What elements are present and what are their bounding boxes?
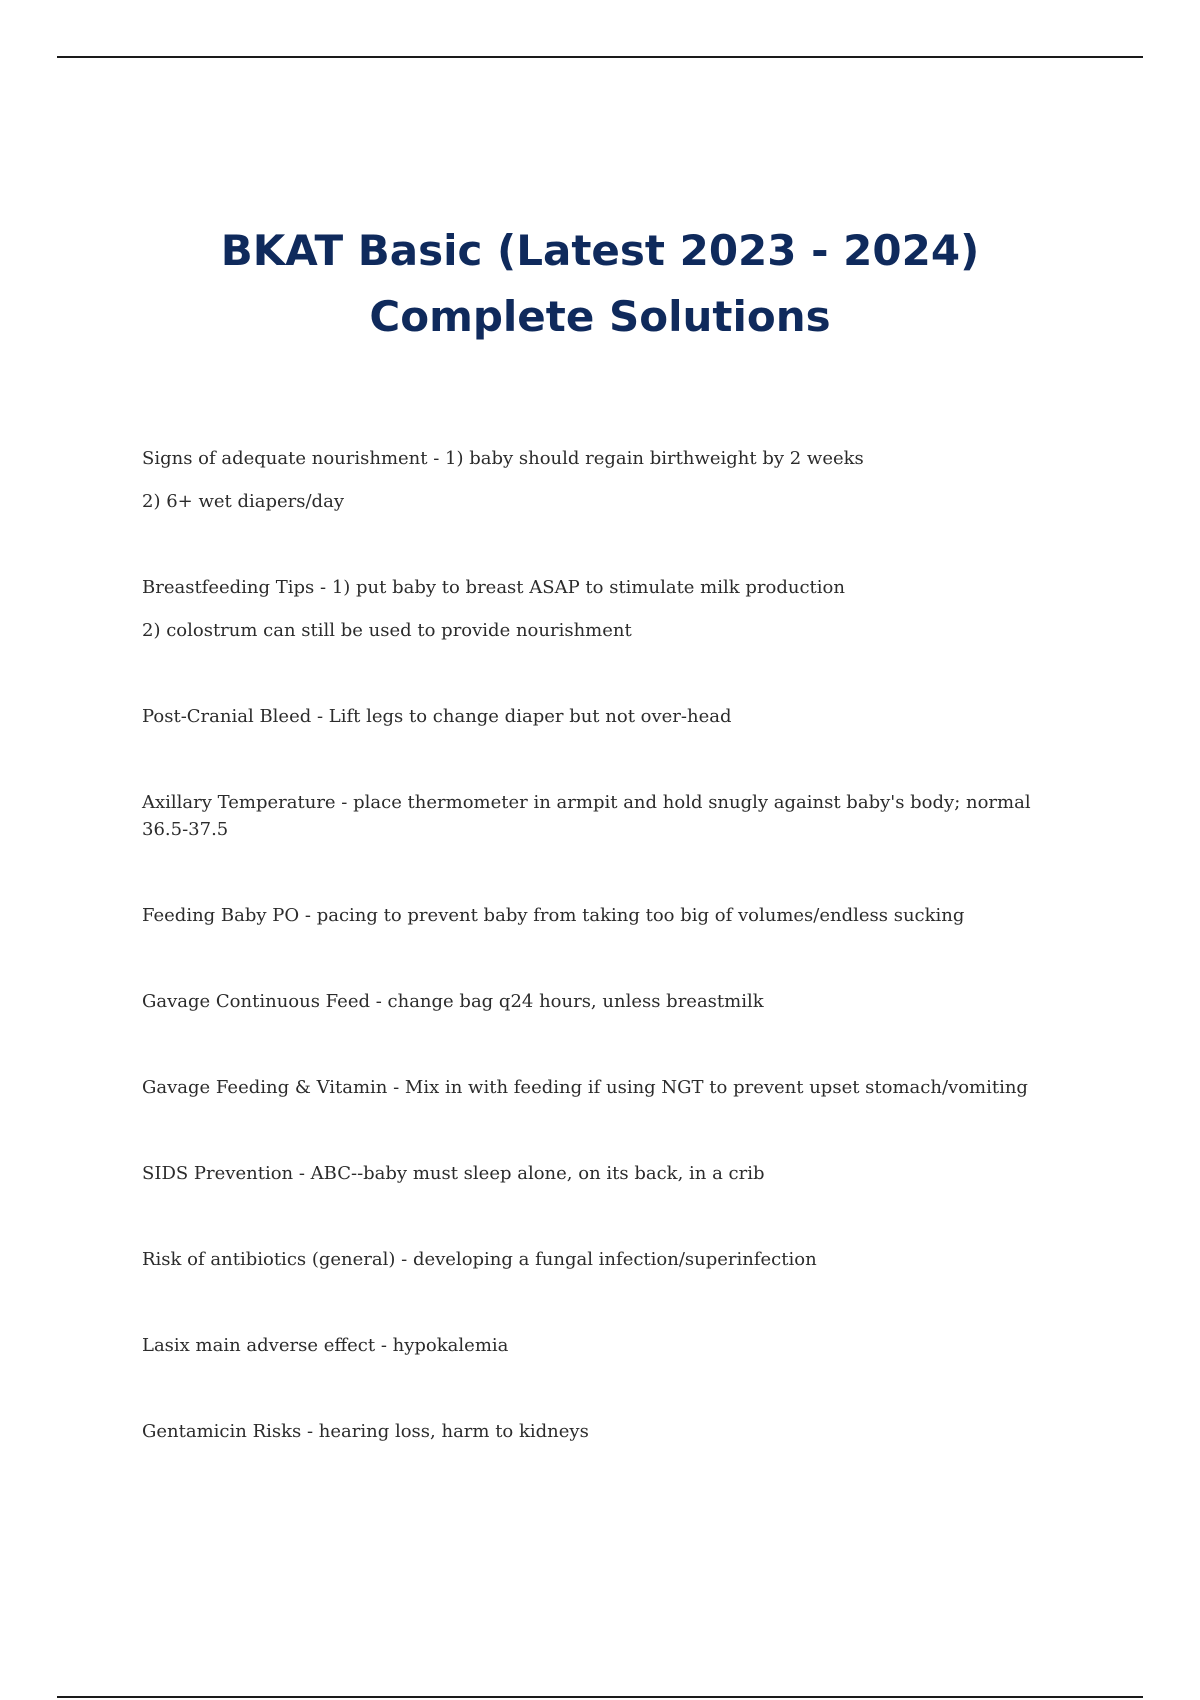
entry-nourishment — [142, 445, 1062, 515]
entry-breastfeeding — [142, 574, 1062, 644]
entry-lasix — [142, 1332, 1062, 1359]
entry-text: Feeding Baby PO - pacing to prevent baby from taking too big of volumes/endless sucking — [142, 905, 965, 926]
title-line-1: BKAT Basic (Latest 2023 - 2024) — [220, 226, 980, 275]
entry-text-2: 2) 6+ wet diapers/day — [142, 491, 344, 512]
entry-antibiotics-risk — [142, 1246, 1062, 1273]
entry-post-cranial-bleed — [142, 703, 1062, 730]
entry-text: SIDS Prevention - ABC--baby must sleep alone, on its back, in a crib — [142, 1163, 765, 1184]
entry-text: Gavage Continuous Feed - change bag q24 hours, unless breastmilk — [142, 991, 764, 1012]
entry-text: Axillary Temperature - place thermometer in armpit and hold snugly against baby's body; normal 36.5-37.5 — [142, 792, 1031, 840]
entry-gavage-continuous — [142, 988, 1062, 1015]
entry-text: Gavage Feeding & Vitamin - Mix in with feeding if using NGT to prevent upset stomach/vomiting — [142, 1077, 1028, 1098]
entry-feeding-po — [142, 902, 1062, 929]
entry-text: Risk of antibiotics (general) - developing a fungal infection/superinfection — [142, 1249, 817, 1270]
entry-sids-prevention — [142, 1160, 1062, 1187]
entry-text: Signs of adequate nourishment - 1) baby should regain birthweight by 2 weeks — [142, 448, 864, 469]
document-title — [0, 218, 1200, 350]
entry-gavage-vitamin — [142, 1074, 1102, 1101]
entry-text: Post-Cranial Bleed - Lift legs to change diaper but not over-head — [142, 706, 732, 727]
entry-text: Lasix main adverse effect - hypokalemia — [142, 1335, 509, 1356]
entry-axillary-temperature — [142, 789, 1042, 843]
bottom-rule — [57, 1696, 1143, 1698]
entry-text: Gentamicin Risks - hearing loss, harm to kidneys — [142, 1421, 589, 1442]
entry-gentamicin — [142, 1418, 1062, 1445]
title-line-2: Complete Solutions — [369, 292, 831, 341]
entry-text: Breastfeeding Tips - 1) put baby to breast ASAP to stimulate milk production — [142, 577, 845, 598]
entry-text-2: 2) colostrum can still be used to provide nourishment — [142, 620, 632, 641]
top-rule — [57, 56, 1143, 58]
